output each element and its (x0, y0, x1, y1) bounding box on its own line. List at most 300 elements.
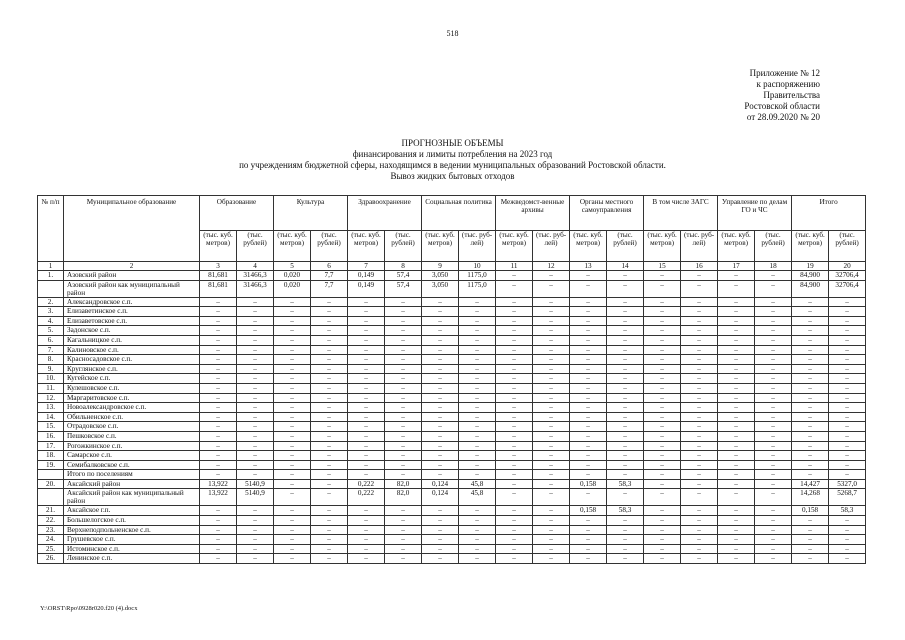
value-cell: – (422, 374, 459, 384)
row-number: 13. (38, 403, 64, 413)
value-cell: – (237, 451, 274, 461)
value-cell: – (496, 470, 533, 480)
value-cell: – (607, 271, 644, 281)
municipality-name: Круглянское с.п. (64, 364, 200, 374)
value-cell: – (607, 280, 644, 297)
value-cell: – (496, 544, 533, 554)
header-group: Образование (200, 196, 274, 231)
value-cell: – (422, 554, 459, 564)
value-cell: – (459, 441, 496, 451)
value-cell: – (792, 441, 829, 451)
value-cell: – (718, 280, 755, 297)
value-cell: – (385, 412, 422, 422)
table-row (38, 554, 866, 564)
value-cell: – (570, 441, 607, 451)
value-cell: – (385, 460, 422, 470)
value-cell: – (681, 335, 718, 345)
value-cell: – (200, 316, 237, 326)
value-cell: – (644, 412, 681, 422)
header-column-number: 8 (385, 262, 422, 271)
value-cell: – (533, 297, 570, 307)
value-cell: – (829, 412, 866, 422)
value-cell: – (533, 535, 570, 545)
value-cell: – (829, 307, 866, 317)
appendix-line: Приложение № 12 (749, 68, 820, 78)
value-cell: 5327,0 (829, 479, 866, 489)
header-column-number: 2 (64, 262, 200, 271)
value-cell: – (644, 525, 681, 535)
municipality-name: Азовский район (64, 271, 200, 281)
value-cell: – (496, 489, 533, 506)
header-unit: (тыс. рублей) (311, 231, 348, 262)
value-cell: – (422, 535, 459, 545)
table-row (38, 393, 866, 403)
value-cell: – (644, 441, 681, 451)
value-cell: – (200, 451, 237, 461)
value-cell: – (348, 506, 385, 516)
appendix-line: Правительства (763, 90, 820, 100)
value-cell: – (829, 403, 866, 413)
value-cell: – (496, 460, 533, 470)
value-cell: – (237, 412, 274, 422)
value-cell: – (533, 403, 570, 413)
table-row (38, 544, 866, 554)
value-cell: – (755, 364, 792, 374)
header-unit: (тыс. рублей) (607, 231, 644, 262)
row-number: 23. (38, 525, 64, 535)
value-cell: – (422, 422, 459, 432)
value-cell: – (274, 422, 311, 432)
value-cell: 5268,7 (829, 489, 866, 506)
value-cell: – (829, 525, 866, 535)
value-cell: – (311, 525, 348, 535)
value-cell: – (200, 431, 237, 441)
value-cell: 81,681 (200, 280, 237, 297)
municipality-name: Большелогское с.п. (64, 516, 200, 526)
value-cell: – (829, 345, 866, 355)
value-cell: – (311, 326, 348, 336)
value-cell: – (200, 393, 237, 403)
municipality-name: Азовский район как муниципальный район (64, 280, 200, 297)
header-column-number: 19 (792, 262, 829, 271)
value-cell: – (274, 316, 311, 326)
value-cell: – (200, 460, 237, 470)
value-cell: – (274, 335, 311, 345)
value-cell: – (755, 489, 792, 506)
value-cell: – (311, 460, 348, 470)
value-cell: – (570, 544, 607, 554)
value-cell: – (533, 441, 570, 451)
value-cell: 7,7 (311, 280, 348, 297)
value-cell: – (422, 506, 459, 516)
value-cell: – (644, 364, 681, 374)
table-row (38, 271, 866, 281)
value-cell: – (644, 422, 681, 432)
value-cell: – (385, 470, 422, 480)
value-cell: – (200, 335, 237, 345)
value-cell: – (274, 393, 311, 403)
value-cell: – (422, 441, 459, 451)
value-cell: – (718, 355, 755, 365)
value-cell: – (829, 374, 866, 384)
title-line: ПРОГНОЗНЫЕ ОБЪЕМЫ (401, 138, 504, 148)
value-cell: – (274, 307, 311, 317)
value-cell: – (570, 554, 607, 564)
value-cell: – (570, 525, 607, 535)
value-cell: – (792, 451, 829, 461)
value-cell: 5140,9 (237, 489, 274, 506)
header-unit: (тыс. руб-лей) (459, 231, 496, 262)
value-cell: – (385, 535, 422, 545)
value-cell: – (792, 554, 829, 564)
header-unit: (тыс. куб. метров) (792, 231, 829, 262)
value-cell: 45,8 (459, 479, 496, 489)
value-cell: – (681, 326, 718, 336)
table-row (38, 335, 866, 345)
municipality-name: Аксайское г.п. (64, 506, 200, 516)
value-cell: – (533, 479, 570, 489)
value-cell: – (718, 345, 755, 355)
value-cell: – (348, 441, 385, 451)
value-cell: – (792, 412, 829, 422)
value-cell: – (755, 441, 792, 451)
header-group: Здравоохранение (348, 196, 422, 231)
value-cell: – (348, 383, 385, 393)
value-cell: – (607, 393, 644, 403)
value-cell: – (681, 345, 718, 355)
table-row (38, 297, 866, 307)
value-cell: – (311, 554, 348, 564)
header-unit: (тыс. куб. метров) (644, 231, 681, 262)
value-cell: – (829, 554, 866, 564)
value-cell: – (829, 460, 866, 470)
value-cell: – (422, 431, 459, 441)
table-row (38, 516, 866, 526)
value-cell: – (792, 460, 829, 470)
value-cell: – (570, 297, 607, 307)
value-cell: – (570, 470, 607, 480)
value-cell: – (459, 451, 496, 461)
value-cell: – (718, 506, 755, 516)
table-row (38, 383, 866, 393)
value-cell: – (311, 470, 348, 480)
header-unit: (тыс. рублей) (385, 231, 422, 262)
municipality-name: Новоалександровское с.п. (64, 403, 200, 413)
value-cell: – (311, 412, 348, 422)
header-unit: (тыс. куб. метров) (496, 231, 533, 262)
value-cell: – (644, 479, 681, 489)
value-cell: 0,124 (422, 489, 459, 506)
value-cell: – (792, 383, 829, 393)
municipality-name: Аксайский район (64, 479, 200, 489)
value-cell: – (755, 393, 792, 403)
value-cell: – (385, 307, 422, 317)
value-cell: – (200, 297, 237, 307)
table-row (38, 489, 866, 506)
value-cell: – (533, 345, 570, 355)
value-cell: – (311, 479, 348, 489)
row-number: 22. (38, 516, 64, 526)
header-column-number: 13 (570, 262, 607, 271)
value-cell: – (570, 307, 607, 317)
value-cell: – (237, 364, 274, 374)
row-number: 21. (38, 506, 64, 516)
value-cell: – (607, 355, 644, 365)
value-cell: – (496, 316, 533, 326)
value-cell: – (459, 374, 496, 384)
value-cell: – (533, 506, 570, 516)
row-number: 10. (38, 374, 64, 384)
value-cell: 0,158 (570, 506, 607, 516)
value-cell: – (237, 383, 274, 393)
value-cell: – (755, 316, 792, 326)
value-cell: – (237, 403, 274, 413)
value-cell: – (274, 364, 311, 374)
value-cell: – (644, 535, 681, 545)
row-number: 25. (38, 544, 64, 554)
value-cell: – (681, 393, 718, 403)
value-cell: 58,3 (607, 479, 644, 489)
value-cell: – (681, 412, 718, 422)
value-cell: – (274, 525, 311, 535)
value-cell: – (311, 441, 348, 451)
value-cell: – (533, 489, 570, 506)
header-unit: (тыс. куб. метров) (274, 231, 311, 262)
value-cell: – (755, 535, 792, 545)
value-cell: – (459, 506, 496, 516)
value-cell: – (274, 441, 311, 451)
value-cell: – (607, 335, 644, 345)
value-cell: – (718, 516, 755, 526)
value-cell: – (459, 297, 496, 307)
value-cell: – (570, 271, 607, 281)
value-cell: – (496, 554, 533, 564)
header-unit: (тыс. куб. метров) (718, 231, 755, 262)
value-cell: – (681, 271, 718, 281)
value-cell: – (200, 422, 237, 432)
value-cell: – (607, 554, 644, 564)
value-cell: – (237, 307, 274, 317)
value-cell: – (829, 383, 866, 393)
value-cell: – (237, 335, 274, 345)
row-number: 17. (38, 441, 64, 451)
header-row-groups (38, 196, 866, 231)
value-cell: – (533, 271, 570, 281)
value-cell: – (607, 326, 644, 336)
value-cell: – (644, 316, 681, 326)
table-row (38, 479, 866, 489)
value-cell: – (422, 316, 459, 326)
value-cell: – (755, 374, 792, 384)
value-cell: – (681, 403, 718, 413)
value-cell: – (459, 431, 496, 441)
value-cell: – (718, 326, 755, 336)
value-cell: – (200, 441, 237, 451)
value-cell: – (570, 280, 607, 297)
row-number: 12. (38, 393, 64, 403)
table-row (38, 280, 866, 297)
value-cell: – (570, 516, 607, 526)
value-cell: – (607, 364, 644, 374)
row-number: 16. (38, 431, 64, 441)
value-cell: – (385, 516, 422, 526)
value-cell: – (792, 316, 829, 326)
municipality-name: Обильненское с.п. (64, 412, 200, 422)
value-cell: – (459, 326, 496, 336)
value-cell: – (607, 451, 644, 461)
value-cell: – (829, 544, 866, 554)
value-cell: – (755, 525, 792, 535)
table-row (38, 422, 866, 432)
value-cell: – (459, 470, 496, 480)
header-unit: (тыс. куб. метров) (200, 231, 237, 262)
value-cell: 14,268 (792, 489, 829, 506)
value-cell: – (718, 393, 755, 403)
value-cell: – (274, 326, 311, 336)
appendix-line: к распоряжению (756, 79, 820, 89)
value-cell: – (496, 431, 533, 441)
value-cell: – (348, 412, 385, 422)
value-cell: – (385, 355, 422, 365)
value-cell: – (496, 383, 533, 393)
table-row (38, 316, 866, 326)
value-cell: – (311, 364, 348, 374)
header-unit: (тыс. рублей) (829, 231, 866, 262)
value-cell: – (681, 525, 718, 535)
table-row (38, 431, 866, 441)
value-cell: – (607, 489, 644, 506)
header-column-number: 4 (237, 262, 274, 271)
value-cell: – (607, 383, 644, 393)
value-cell: – (496, 271, 533, 281)
value-cell: – (607, 403, 644, 413)
value-cell: – (644, 403, 681, 413)
row-number: 14. (38, 412, 64, 422)
value-cell: – (644, 335, 681, 345)
value-cell: – (496, 422, 533, 432)
value-cell: – (644, 345, 681, 355)
municipality-name: Самарское с.п. (64, 451, 200, 461)
table-row (38, 441, 866, 451)
value-cell: – (829, 516, 866, 526)
value-cell: 0,158 (792, 506, 829, 516)
value-cell: – (644, 554, 681, 564)
table-row (38, 525, 866, 535)
value-cell: – (718, 335, 755, 345)
value-cell: – (459, 307, 496, 317)
municipality-name: Маргаритовское с.п. (64, 393, 200, 403)
value-cell: 57,4 (385, 271, 422, 281)
value-cell: – (755, 412, 792, 422)
value-cell: – (607, 345, 644, 355)
value-cell: – (792, 544, 829, 554)
value-cell: – (829, 364, 866, 374)
municipality-name: Грушевское с.п. (64, 535, 200, 545)
header-unit: (тыс. куб. метров) (570, 231, 607, 262)
value-cell: – (496, 364, 533, 374)
value-cell: – (681, 489, 718, 506)
value-cell: – (755, 403, 792, 413)
row-number: 24. (38, 535, 64, 545)
value-cell: – (718, 470, 755, 480)
value-cell: – (718, 535, 755, 545)
value-cell: – (496, 307, 533, 317)
value-cell: – (274, 412, 311, 422)
row-number: 18. (38, 451, 64, 461)
value-cell: 1175,0 (459, 271, 496, 281)
value-cell: – (496, 525, 533, 535)
header-column-number: 6 (311, 262, 348, 271)
value-cell: – (274, 554, 311, 564)
value-cell: – (311, 451, 348, 461)
value-cell: – (496, 355, 533, 365)
value-cell: – (755, 280, 792, 297)
value-cell: – (755, 422, 792, 432)
row-number: 6. (38, 335, 64, 345)
value-cell: – (792, 326, 829, 336)
municipality-name: Елизаветовское с.п. (64, 316, 200, 326)
value-cell: – (533, 431, 570, 441)
value-cell: – (459, 383, 496, 393)
value-cell: – (570, 460, 607, 470)
table-row (38, 355, 866, 365)
value-cell: – (237, 355, 274, 365)
value-cell: – (755, 544, 792, 554)
row-number: 9. (38, 364, 64, 374)
value-cell: – (681, 280, 718, 297)
value-cell: – (792, 307, 829, 317)
value-cell: – (385, 506, 422, 516)
value-cell: – (385, 403, 422, 413)
header-column-number: 15 (644, 262, 681, 271)
value-cell: 0,222 (348, 479, 385, 489)
value-cell: – (348, 554, 385, 564)
value-cell: – (607, 535, 644, 545)
value-cell: – (681, 355, 718, 365)
value-cell: 0,020 (274, 280, 311, 297)
value-cell: – (459, 393, 496, 403)
value-cell: – (570, 316, 607, 326)
value-cell: – (496, 297, 533, 307)
value-cell: – (533, 422, 570, 432)
value-cell: – (200, 364, 237, 374)
value-cell: 32706,4 (829, 271, 866, 281)
value-cell: – (274, 345, 311, 355)
value-cell: – (681, 383, 718, 393)
value-cell: – (200, 307, 237, 317)
footer-file-path: Y:\ORST\Rpo\0928r020.f20 (4).docx (40, 605, 138, 612)
value-cell: – (755, 431, 792, 441)
value-cell: – (718, 441, 755, 451)
value-cell: – (348, 431, 385, 441)
value-cell: – (385, 451, 422, 461)
value-cell: – (496, 403, 533, 413)
value-cell: – (200, 345, 237, 355)
value-cell: – (644, 489, 681, 506)
value-cell: – (311, 297, 348, 307)
value-cell: – (348, 403, 385, 413)
header-unit: (тыс. куб. метров) (348, 231, 385, 262)
value-cell: – (311, 307, 348, 317)
municipality-name: Истоминское с.п. (64, 544, 200, 554)
value-cell: – (607, 460, 644, 470)
value-cell: – (311, 489, 348, 506)
value-cell: – (237, 516, 274, 526)
municipality-name: Рогожкинское с.п. (64, 441, 200, 451)
value-cell: – (385, 525, 422, 535)
value-cell: – (792, 470, 829, 480)
value-cell: – (533, 374, 570, 384)
